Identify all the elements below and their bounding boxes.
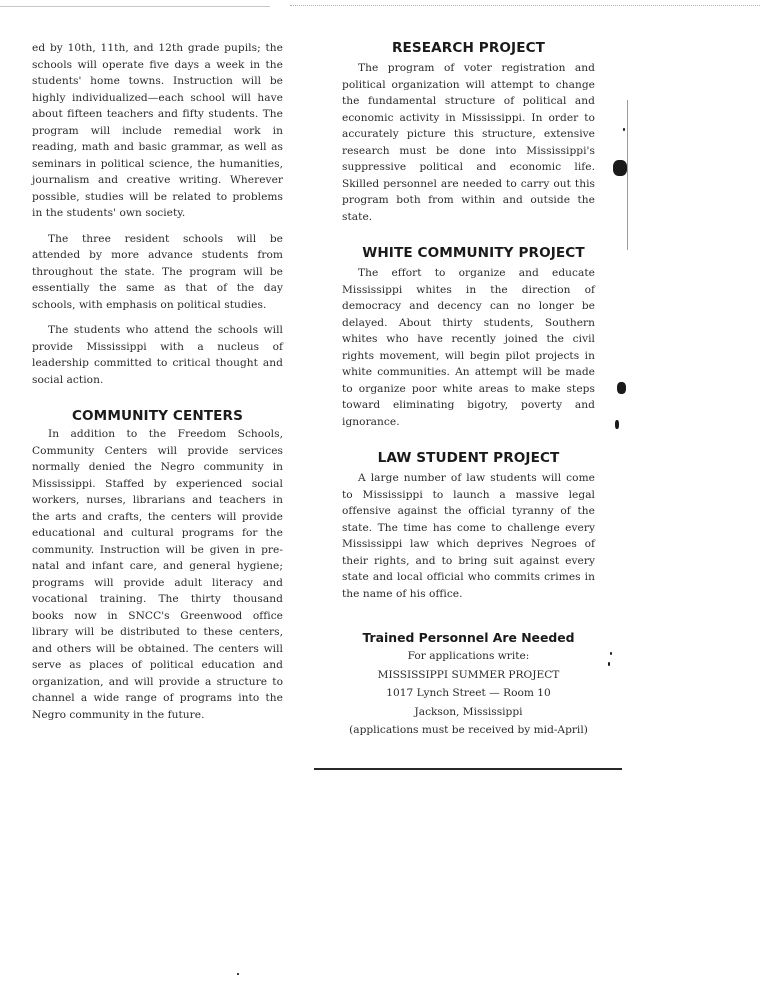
top-dotted-rule — [290, 5, 760, 6]
ink-speck — [608, 662, 610, 666]
ink-blot — [613, 160, 627, 176]
top-border-rule — [0, 6, 270, 7]
notice-deadline: (applications must be received by mid-April) — [349, 724, 588, 736]
notice-instruction: For applications write: — [407, 650, 530, 662]
law-student-project-paragraph: A large number of law students will come to Mississippi to launch a massive legal offensive against the official tyranny of the state. The time has come to challenge every Mississippi law which deprives Negroes of their rights, and to bring suit against every state and local official who commits crimes in the name of his office. — [342, 472, 595, 600]
resident-schools-paragraph: The three resident schools will be attended by more advance students from throughout the state. The program will be essentially the same as that of the day schools, with emphasis on political studies. — [32, 232, 283, 311]
right-column — [342, 40, 595, 740]
left-column — [32, 40, 283, 723]
ink-speck — [610, 652, 612, 655]
law-student-project-heading: LAW STUDENT PROJECT — [377, 450, 560, 466]
white-community-project-heading: WHITE COMMUNITY PROJECT — [362, 245, 585, 261]
notice-title: Trained Personnel Are Needed — [362, 630, 575, 645]
white-community-project-paragraph: The effort to organize and educate Mississippi whites in the direction of democracy and decency can no longer be delayed. About thirty students, Southern whites who have recently joined the civil rights movement, will begin pilot projects in white communities. An attempt will be made to organize poor white areas to make steps toward eliminating bigotry, poverty and ignorance. — [342, 267, 595, 428]
leadership-paragraph: The students who attend the schools will provide Mississippi with a nucleus of leadership committed to critical thought and social action. — [32, 324, 283, 386]
research-project-heading: RESEARCH PROJECT — [391, 40, 546, 56]
ink-speck — [237, 973, 239, 975]
community-centers-heading: COMMUNITY CENTERS — [71, 408, 244, 424]
notice-street-address: 1017 Lynch Street — Room 10 — [386, 687, 551, 699]
ink-speck — [615, 420, 619, 429]
bottom-rule — [314, 768, 622, 770]
ink-speck — [623, 128, 625, 131]
notice-city: Jackson, Mississippi — [414, 705, 523, 718]
community-centers-paragraph: In addition to the Freedom Schools, Community Centers will provide services normally denied the Negro community in Mississippi. Staffed by experienced social workers, nurses, librarians and teachers in the arts and crafts, the centers will provide educational and cultural programs for the community. Instruction will be given in pre-natal and infant care, and general hygiene; programs will provide adult literacy and vocational training. The thirty thousand books now in SNCC's Greenwood office library will be distributed to these centers, and others will be obtained. The centers will serve as places of political education and organization, and will provide a structure to channel a wide range of programs into the Negro community in the future. — [32, 428, 283, 721]
research-project-paragraph: The program of voter registration and political organization will attempt to change the fundamental structure of political and economic activity in Mississippi. In order to accurately picture this structure, extensive research must be done into Mississippi's suppressive political and economic life. Skilled personnel are needed to carry out this program both from within and outside the state. — [342, 62, 595, 223]
margin-line — [627, 100, 628, 250]
applications-notice — [342, 630, 595, 740]
freedom-schools-continued-paragraph: ed by 10th, 11th, and 12th grade pupils; the schools will operate five days a week in the students' home towns. Instruction will be highly individualized—each school will have about fifteen teachers and fifty students. The program will include remedial work in reading, math and basic grammar, as well as seminars in political science, the humanities, journalism and creative writing. Wherever possible, studies will be related to problems in the students' own society. — [32, 42, 283, 219]
notice-organization: MISSISSIPPI SUMMER PROJECT — [377, 668, 560, 681]
ink-blot — [617, 382, 626, 394]
